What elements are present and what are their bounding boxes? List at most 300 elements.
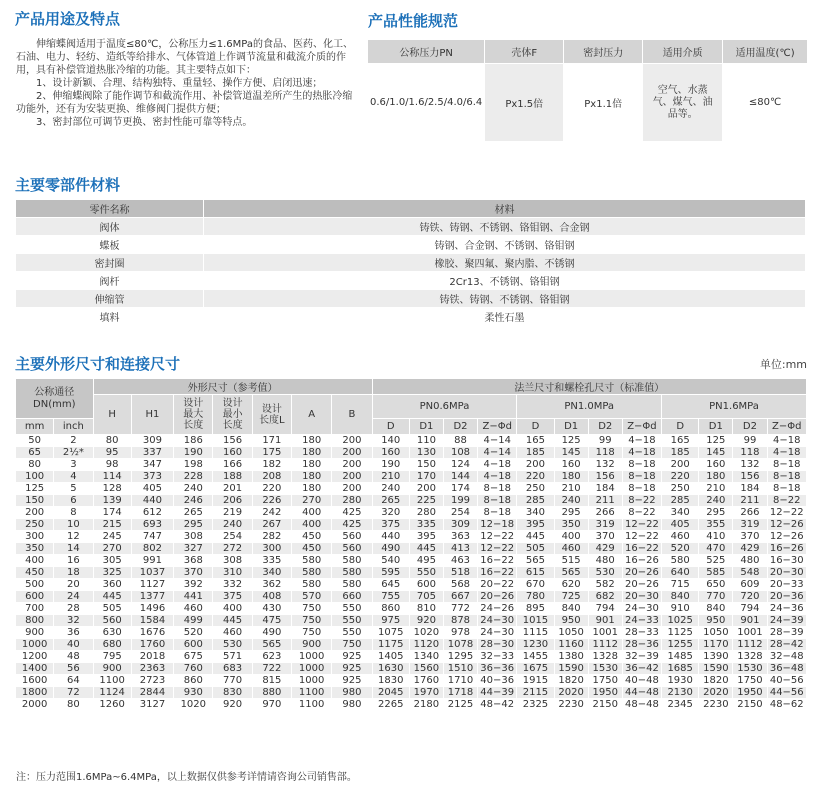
table-cell: 1590 bbox=[554, 663, 588, 675]
table-row bbox=[16, 591, 807, 603]
table-cell: 1950 bbox=[588, 687, 622, 699]
table-cell: 270 bbox=[292, 495, 332, 507]
table-cell: 24−39 bbox=[767, 615, 807, 627]
usage-paragraph: 1、设计新颖、合理、结构独特、重量轻、操作方便、启闭迅速； bbox=[36, 78, 323, 89]
table-cell: 347 bbox=[131, 459, 173, 471]
table-row bbox=[16, 651, 807, 663]
table-cell: 755 bbox=[372, 591, 409, 603]
table-cell: 705 bbox=[409, 591, 443, 603]
table-cell: 505 bbox=[93, 603, 131, 615]
table-cell: 1037 bbox=[131, 567, 173, 579]
table-cell: 1496 bbox=[131, 603, 173, 615]
table-cell: 250 bbox=[662, 483, 699, 495]
table-cell: 609 bbox=[733, 579, 767, 591]
table-cell: 645 bbox=[372, 579, 409, 591]
table-cell: 266 bbox=[733, 507, 767, 519]
pn16-header: PN1.6MPa bbox=[662, 395, 807, 419]
table-cell: 429 bbox=[733, 543, 767, 555]
table-cell: 570 bbox=[292, 591, 332, 603]
table-cell: 1100 bbox=[292, 687, 332, 699]
table-cell: 2020 bbox=[699, 687, 733, 699]
table-cell: 319 bbox=[588, 519, 622, 531]
materials-header-cell: 材料 bbox=[204, 200, 806, 218]
table-cell: 8−18 bbox=[622, 483, 661, 495]
table-cell: 340 bbox=[252, 567, 291, 579]
table-cell: 265 bbox=[174, 507, 213, 519]
part-name-cell: 阀杆 bbox=[16, 272, 204, 290]
table-cell: 1170 bbox=[699, 639, 733, 651]
dimensions-title: 主要外形尺寸和连接尺寸 bbox=[15, 355, 181, 373]
col-D1: D1 bbox=[409, 419, 443, 435]
table-cell: 582 bbox=[588, 579, 622, 591]
table-cell: 48−42 bbox=[478, 699, 517, 711]
col-H: H bbox=[93, 395, 131, 435]
col-D1: D1 bbox=[699, 419, 733, 435]
table-cell: 188 bbox=[213, 471, 252, 483]
table-cell: 1590 bbox=[699, 663, 733, 675]
table-cell: 425 bbox=[332, 519, 372, 531]
table-cell: 210 bbox=[554, 483, 588, 495]
table-cell: 1676 bbox=[131, 627, 173, 639]
table-cell: 1001 bbox=[733, 627, 767, 639]
col-mm: mm bbox=[16, 419, 54, 435]
table-row bbox=[16, 579, 807, 591]
table-cell: 32−33 bbox=[478, 651, 517, 663]
table-cell: 245 bbox=[93, 531, 131, 543]
table-cell: 246 bbox=[174, 495, 213, 507]
table-cell: 340 bbox=[662, 507, 699, 519]
table-cell: 815 bbox=[252, 675, 291, 687]
table-cell: 565 bbox=[517, 555, 554, 567]
table-cell: 441 bbox=[174, 591, 213, 603]
table-cell: 1600 bbox=[16, 675, 54, 687]
table-cell: 375 bbox=[213, 591, 252, 603]
table-cell: 970 bbox=[252, 699, 291, 711]
table-cell: 840 bbox=[554, 603, 588, 615]
table-cell: 12−26 bbox=[767, 531, 807, 543]
col-inch: inch bbox=[54, 419, 93, 435]
col-Zd: Z−Φd bbox=[767, 419, 807, 435]
table-cell: 1000 bbox=[292, 675, 332, 687]
table-cell: 28−33 bbox=[622, 627, 661, 639]
table-cell: 460 bbox=[554, 543, 588, 555]
table-cell: 32−39 bbox=[622, 651, 661, 663]
table-cell: 309 bbox=[443, 519, 477, 531]
table-cell: 16−26 bbox=[622, 555, 661, 567]
table-cell: 615 bbox=[517, 567, 554, 579]
table-cell: 520 bbox=[174, 627, 213, 639]
table-cell: 1685 bbox=[662, 663, 699, 675]
table-cell: 530 bbox=[588, 567, 622, 579]
table-cell: 309 bbox=[131, 435, 173, 447]
materials-row bbox=[16, 272, 806, 290]
table-cell: 2844 bbox=[131, 687, 173, 699]
table-cell: 980 bbox=[332, 687, 372, 699]
table-cell: 925 bbox=[332, 651, 372, 663]
footnote: 注：压力范围1.6MPa~6.4MPa，以上数据仅供参考详情请咨询公司销售部。 bbox=[16, 772, 357, 783]
materials-row bbox=[16, 308, 806, 326]
table-cell: 370 bbox=[588, 531, 622, 543]
table-cell: 2000 bbox=[16, 699, 54, 711]
col-D: D bbox=[517, 419, 554, 435]
table-cell: 720 bbox=[733, 591, 767, 603]
table-cell: 840 bbox=[699, 603, 733, 615]
col-design-length: 设计长度L bbox=[252, 395, 291, 435]
table-cell: 12−22 bbox=[478, 543, 517, 555]
table-cell: 200 bbox=[332, 435, 372, 447]
table-cell: 1120 bbox=[409, 639, 443, 651]
col-D: D bbox=[662, 419, 699, 435]
table-cell: 12−18 bbox=[478, 519, 517, 531]
table-cell: 560 bbox=[93, 615, 131, 627]
table-cell: 20−26 bbox=[478, 591, 517, 603]
table-cell: 1584 bbox=[131, 615, 173, 627]
table-cell: 186 bbox=[174, 435, 213, 447]
table-cell: 802 bbox=[131, 543, 173, 555]
table-cell: 65 bbox=[16, 447, 54, 459]
table-row bbox=[16, 639, 807, 651]
table-cell: 445 bbox=[517, 531, 554, 543]
table-cell: 125 bbox=[16, 483, 54, 495]
unit-label: 单位:mm bbox=[759, 358, 807, 371]
table-cell: 395 bbox=[517, 519, 554, 531]
table-cell: 150 bbox=[409, 459, 443, 471]
table-cell: 550 bbox=[332, 615, 372, 627]
table-cell: 400 bbox=[292, 507, 332, 519]
table-row bbox=[16, 663, 807, 675]
part-name-cell: 伸缩管 bbox=[16, 290, 204, 308]
table-cell: 700 bbox=[16, 603, 54, 615]
table-cell: 198 bbox=[174, 459, 213, 471]
table-cell: 440 bbox=[131, 495, 173, 507]
table-cell: 2 bbox=[54, 435, 93, 447]
table-cell: 1200 bbox=[16, 651, 54, 663]
table-cell: 460 bbox=[662, 531, 699, 543]
table-cell: 1340 bbox=[409, 651, 443, 663]
table-cell: 24 bbox=[54, 591, 93, 603]
table-cell: 362 bbox=[252, 579, 291, 591]
performance-table bbox=[367, 39, 808, 142]
table-cell: 174 bbox=[443, 483, 477, 495]
table-cell: 490 bbox=[372, 543, 409, 555]
table-cell: 285 bbox=[517, 495, 554, 507]
table-row bbox=[16, 447, 807, 459]
table-cell: 4−18 bbox=[478, 471, 517, 483]
table-row bbox=[16, 519, 807, 531]
table-cell: 991 bbox=[131, 555, 173, 567]
table-cell: 1915 bbox=[517, 675, 554, 687]
table-cell: 40−56 bbox=[767, 675, 807, 687]
table-cell: 254 bbox=[213, 531, 252, 543]
table-cell: 211 bbox=[588, 495, 622, 507]
table-cell: 460 bbox=[174, 603, 213, 615]
table-cell: 144 bbox=[443, 471, 477, 483]
table-cell: 20−33 bbox=[767, 579, 807, 591]
col-H1: H1 bbox=[131, 395, 173, 435]
table-cell: 1020 bbox=[174, 699, 213, 711]
table-cell: 226 bbox=[252, 495, 291, 507]
table-cell: 750 bbox=[292, 627, 332, 639]
table-cell: 2345 bbox=[662, 699, 699, 711]
table-cell: 171 bbox=[252, 435, 291, 447]
table-cell: 200 bbox=[332, 447, 372, 459]
table-cell: 770 bbox=[699, 591, 733, 603]
table-cell: 184 bbox=[588, 483, 622, 495]
perf-header-cell: 适用温度(℃) bbox=[723, 40, 808, 64]
table-cell: 24−36 bbox=[767, 603, 807, 615]
flange-header: 法兰尺寸和螺栓孔尺寸（标准值） bbox=[372, 379, 806, 395]
table-cell: 595 bbox=[372, 567, 409, 579]
table-cell: 1560 bbox=[409, 663, 443, 675]
table-cell: 580 bbox=[292, 567, 332, 579]
materials-header-row bbox=[16, 200, 806, 218]
table-cell: 210 bbox=[699, 483, 733, 495]
table-cell: 200 bbox=[16, 507, 54, 519]
table-cell: 12−22 bbox=[622, 531, 661, 543]
table-cell: 525 bbox=[699, 555, 733, 567]
material-cell: 铸铁、铸钢、不锈钢、铬钼钢 bbox=[204, 290, 806, 308]
table-cell: 2130 bbox=[662, 687, 699, 699]
table-cell: 920 bbox=[213, 699, 252, 711]
table-cell: 568 bbox=[443, 579, 477, 591]
table-cell: 99 bbox=[733, 435, 767, 447]
table-cell: 560 bbox=[332, 531, 372, 543]
part-name-cell: 密封圈 bbox=[16, 254, 204, 272]
col-D2: D2 bbox=[588, 419, 622, 435]
table-cell: 445 bbox=[93, 591, 131, 603]
table-cell: 392 bbox=[174, 579, 213, 591]
table-cell: 1020 bbox=[409, 627, 443, 639]
table-cell: 118 bbox=[733, 447, 767, 459]
table-cell: 20−30 bbox=[622, 591, 661, 603]
table-row bbox=[16, 687, 807, 699]
table-cell: 368 bbox=[174, 555, 213, 567]
table-cell: 32−48 bbox=[767, 651, 807, 663]
table-cell: 400 bbox=[213, 603, 252, 615]
table-cell: 475 bbox=[252, 615, 291, 627]
table-cell: 36 bbox=[54, 627, 93, 639]
table-cell: 8−22 bbox=[767, 495, 807, 507]
table-cell: 2½* bbox=[54, 447, 93, 459]
table-cell: 44−39 bbox=[478, 687, 517, 699]
table-cell: 8−18 bbox=[767, 471, 807, 483]
table-cell: 56 bbox=[54, 663, 93, 675]
table-cell: 24−30 bbox=[478, 627, 517, 639]
table-cell: 50 bbox=[16, 435, 54, 447]
table-cell: 1718 bbox=[443, 687, 477, 699]
table-cell: 518 bbox=[443, 567, 477, 579]
table-cell: 8−22 bbox=[622, 507, 661, 519]
table-cell: 1630 bbox=[372, 663, 409, 675]
materials-title: 主要零部件材料 bbox=[15, 176, 121, 194]
table-cell: 8−22 bbox=[622, 495, 661, 507]
table-cell: 305 bbox=[93, 555, 131, 567]
usage-paragraph: 2、伸缩蝶阀除了能作调节和截流作用、补偿管道温差所产生的热胀冷缩功能外，还有为安装更换、维修阀门提供方便； bbox=[16, 91, 353, 115]
table-cell: 36−36 bbox=[478, 663, 517, 675]
table-cell: 400 bbox=[554, 531, 588, 543]
table-cell: 900 bbox=[16, 627, 54, 639]
table-cell: 640 bbox=[662, 567, 699, 579]
table-cell: 180 bbox=[292, 471, 332, 483]
table-row bbox=[16, 627, 807, 639]
col-D2: D2 bbox=[443, 419, 477, 435]
part-name-cell: 蝶板 bbox=[16, 236, 204, 254]
table-cell: 2115 bbox=[517, 687, 554, 699]
col-max-length: 设计最大长度 bbox=[174, 395, 213, 435]
table-cell: 1760 bbox=[409, 675, 443, 687]
table-cell: 280 bbox=[332, 495, 372, 507]
table-cell: 340 bbox=[517, 507, 554, 519]
table-cell: 18 bbox=[54, 567, 93, 579]
table-cell: 1710 bbox=[443, 675, 477, 687]
table-cell: 901 bbox=[733, 615, 767, 627]
table-cell: 145 bbox=[699, 447, 733, 459]
dimensions-table bbox=[15, 378, 807, 711]
table-cell: 530 bbox=[213, 639, 252, 651]
table-cell: 1390 bbox=[699, 651, 733, 663]
table-cell: 184 bbox=[733, 483, 767, 495]
table-cell: 680 bbox=[93, 639, 131, 651]
table-cell: 978 bbox=[443, 627, 477, 639]
table-cell: 180 bbox=[292, 447, 332, 459]
table-cell: 132 bbox=[588, 459, 622, 471]
table-cell: 125 bbox=[554, 435, 588, 447]
table-cell: 200 bbox=[332, 471, 372, 483]
table-cell: 580 bbox=[332, 567, 372, 579]
table-cell: 2020 bbox=[554, 687, 588, 699]
table-cell: 930 bbox=[174, 687, 213, 699]
table-cell: 8−18 bbox=[478, 495, 517, 507]
table-cell: 1328 bbox=[733, 651, 767, 663]
dims-header-row bbox=[16, 379, 807, 395]
table-cell: 600 bbox=[409, 579, 443, 591]
table-cell: 16−26 bbox=[767, 543, 807, 555]
table-cell: 300 bbox=[252, 543, 291, 555]
table-cell: 211 bbox=[733, 495, 767, 507]
table-cell: 4−18 bbox=[478, 459, 517, 471]
table-cell: 160 bbox=[554, 459, 588, 471]
table-cell: 800 bbox=[16, 615, 54, 627]
col-D: D bbox=[372, 419, 409, 435]
table-cell: 630 bbox=[93, 627, 131, 639]
table-cell: 118 bbox=[588, 447, 622, 459]
table-cell: 550 bbox=[409, 567, 443, 579]
table-cell: 200 bbox=[332, 459, 372, 471]
table-cell: 175 bbox=[252, 447, 291, 459]
table-cell: 272 bbox=[213, 543, 252, 555]
table-cell: 310 bbox=[213, 567, 252, 579]
table-cell: 878 bbox=[443, 615, 477, 627]
materials-row bbox=[16, 236, 806, 254]
table-cell: 4 bbox=[54, 471, 93, 483]
table-cell: 20−26 bbox=[622, 567, 661, 579]
table-cell: 240 bbox=[372, 483, 409, 495]
table-cell: 80 bbox=[93, 435, 131, 447]
table-cell: 355 bbox=[699, 519, 733, 531]
table-cell: 495 bbox=[409, 555, 443, 567]
table-cell: 8−18 bbox=[622, 471, 661, 483]
table-cell: 1377 bbox=[131, 591, 173, 603]
usage-paragraph: 3、密封部位可调节更换、密封性能可靠等特点。 bbox=[36, 117, 253, 128]
table-cell: 612 bbox=[131, 507, 173, 519]
usage-paragraph: 伸缩蝶阀适用于温度≤80℃，公称压力≤1.6MPa的食品、医药、化工、石油、电力、轻纺、造纸等给排水、气体管道上作调节流量和截流介质的作用，具有补偿管道热胀冷缩的功能。其主要特点如下： bbox=[16, 39, 353, 76]
table-cell: 1255 bbox=[662, 639, 699, 651]
table-cell: 180 bbox=[554, 471, 588, 483]
table-cell: 1455 bbox=[517, 651, 554, 663]
table-cell: 550 bbox=[332, 627, 372, 639]
table-cell: 219 bbox=[213, 507, 252, 519]
material-cell: 2Cr13、不锈钢、铬钼钢 bbox=[204, 272, 806, 290]
col-Zd: Z−Φd bbox=[622, 419, 661, 435]
table-cell: 480 bbox=[588, 555, 622, 567]
table-cell: 88 bbox=[443, 435, 477, 447]
table-cell: 132 bbox=[733, 459, 767, 471]
table-cell: 505 bbox=[517, 543, 554, 555]
table-cell: 950 bbox=[699, 615, 733, 627]
table-cell: 190 bbox=[372, 459, 409, 471]
table-cell: 199 bbox=[443, 495, 477, 507]
table-cell: 375 bbox=[372, 519, 409, 531]
table-cell: 772 bbox=[443, 603, 477, 615]
perf-header-cell: 壳体F bbox=[485, 40, 564, 64]
table-cell: 206 bbox=[213, 495, 252, 507]
table-cell: 760 bbox=[174, 663, 213, 675]
table-cell: 515 bbox=[554, 555, 588, 567]
table-cell: 445 bbox=[213, 615, 252, 627]
table-cell: 8−18 bbox=[767, 459, 807, 471]
table-cell: 1100 bbox=[292, 699, 332, 711]
table-cell: 72 bbox=[54, 687, 93, 699]
table-cell: 620 bbox=[554, 579, 588, 591]
table-cell: 360 bbox=[93, 579, 131, 591]
table-cell: 460 bbox=[213, 627, 252, 639]
table-cell: 747 bbox=[131, 531, 173, 543]
table-cell: 28−39 bbox=[767, 627, 807, 639]
table-row bbox=[16, 483, 807, 495]
table-cell: 114 bbox=[93, 471, 131, 483]
table-cell: 795 bbox=[93, 651, 131, 663]
table-cell: 2325 bbox=[517, 699, 554, 711]
table-cell: 130 bbox=[409, 447, 443, 459]
table-cell: 395 bbox=[409, 531, 443, 543]
perf-cell: Px1.5倍 bbox=[485, 64, 564, 142]
table-cell: 332 bbox=[213, 579, 252, 591]
perf-header-cell: 密封压力 bbox=[564, 40, 643, 64]
table-cell: 36−42 bbox=[622, 663, 661, 675]
pn06-header: PN0.6MPa bbox=[372, 395, 517, 419]
table-cell: 36−48 bbox=[767, 663, 807, 675]
table-cell: 1001 bbox=[588, 627, 622, 639]
table-cell: 48−62 bbox=[767, 699, 807, 711]
table-cell: 1750 bbox=[588, 675, 622, 687]
table-cell: 220 bbox=[517, 471, 554, 483]
table-cell: 2230 bbox=[699, 699, 733, 711]
table-cell: 16−30 bbox=[767, 555, 807, 567]
table-cell: 200 bbox=[662, 459, 699, 471]
table-cell: 28−36 bbox=[622, 639, 661, 651]
table-cell: 750 bbox=[292, 615, 332, 627]
table-cell: 1175 bbox=[372, 639, 409, 651]
table-cell: 585 bbox=[699, 567, 733, 579]
table-cell: 16 bbox=[54, 555, 93, 567]
table-cell: 156 bbox=[733, 471, 767, 483]
table-cell: 1675 bbox=[517, 663, 554, 675]
table-cell: 1820 bbox=[554, 675, 588, 687]
table-cell: 240 bbox=[554, 495, 588, 507]
table-row bbox=[16, 459, 807, 471]
col-Zd: Z−Φd bbox=[478, 419, 517, 435]
table-cell: 1530 bbox=[588, 663, 622, 675]
